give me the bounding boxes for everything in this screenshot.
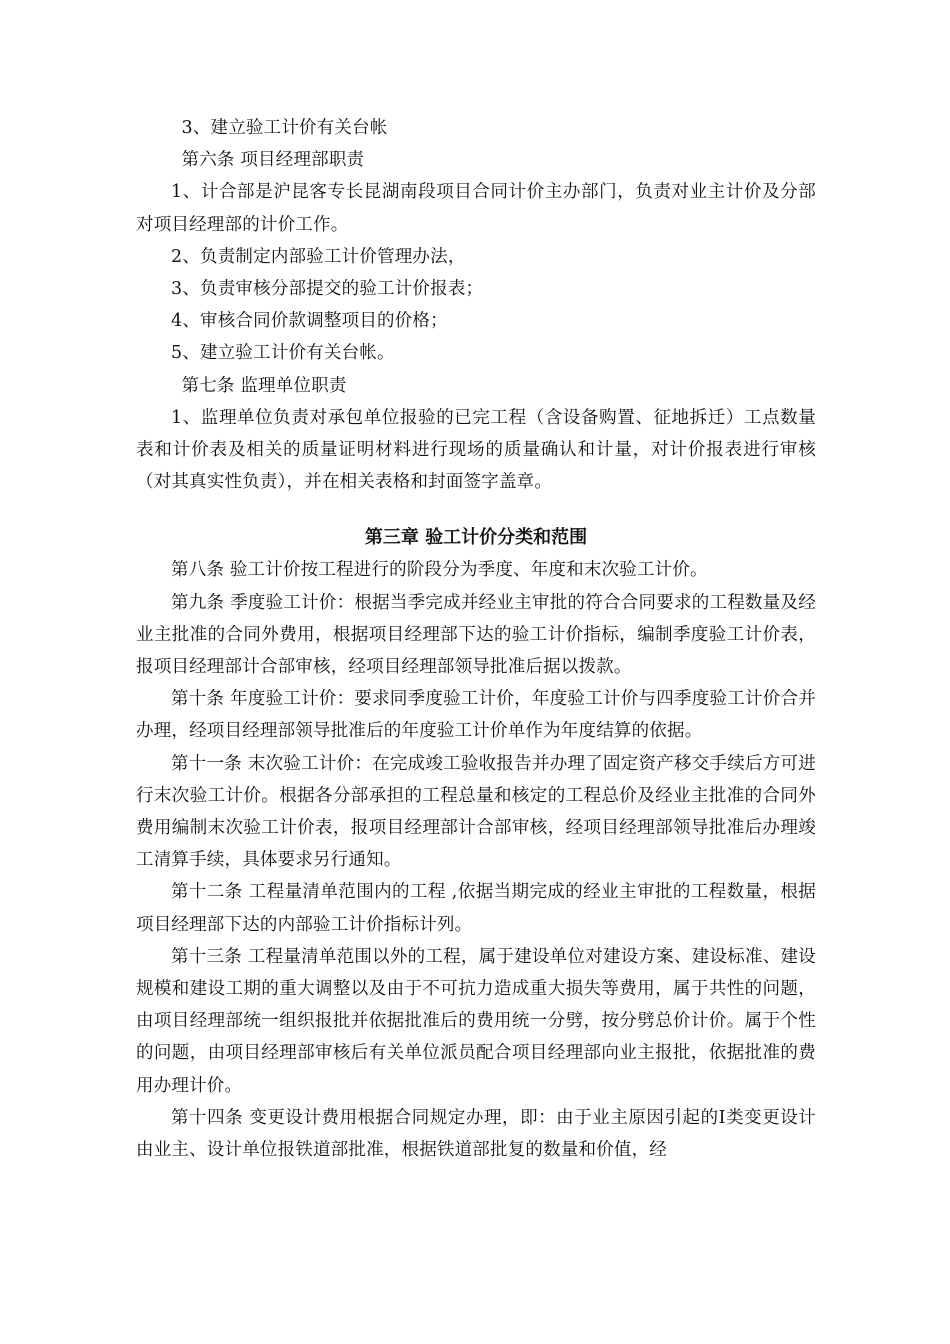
article-10: 第十条 年度验工计价：要求同季度验工计价，年度验工计价与四季度验工计价合并办理，经项目经理部领导批准后的年度验工计价单作为年度结算的依据。 <box>136 689 816 742</box>
paragraph: 5、建立验工计价有关台帐。 <box>171 343 395 364</box>
article-8: 第八条 验工计价按工程进行的阶段分为季度、年度和末次验工计价。 <box>171 560 708 581</box>
paragraph: 3、负责审核分部提交的验工计价报表； <box>171 279 484 300</box>
article-13: 第十三条 工程量清单范围以外的工程，属于建设单位对建设方案、建设标准、建设规模和建设工期的重大调整以及由于不可抗力造成重大损失等费用，属于共性的问题，由项目经理部统一组织报批并依据批准后的费用统一分劈，按分劈总价计价。属于个性的问题，由项目经理部审核后有关单位派员配合项目经理部向业主报批，依据批准的费用办理计价。 <box>136 946 816 1096</box>
paragraph: 1、监理单位负责对承包单位报验的已完工程（含设备购置、征地拆迁）工点数量表和计价表及相关的质量证明材料进行现场的质量确认和计量，对计价报表进行审核（对其真实性负责），并在相关表格和封面签字盖章。 <box>136 407 816 493</box>
paragraph: 4、审核合同价款调整项目的价格； <box>171 311 448 332</box>
document-body <box>136 112 816 1166</box>
article-14: 第十四条 变更设计费用根据合同规定办理，即：由于业主原因引起的Ⅰ类变更设计由业主、设计单位报铁道部批准，根据铁道部批复的数量和价值，经 <box>136 1107 816 1161</box>
paragraph: 1、计合部是沪昆客专长昆湖南段项目合同计价主办部门，负责对业主计价及分部对项目经理部的计价工作。 <box>136 182 816 235</box>
article-12: 第十二条 工程量清单范围内的工程 ,依据当期完成的经业主审批的工程数量，根据项目经理部下达的内部验工计价指标计列。 <box>136 882 816 935</box>
chapter-heading: 第三章 验工计价分类和范围 <box>364 527 588 549</box>
article-6-title: 第六条 项目经理部职责 <box>181 150 365 171</box>
article-11: 第十一条 末次验工计价：在完成竣工验收报告并办理了固定资产移交手续后方可进行末次验工计价。根据各分部承担的工程总量和核定的工程总价及经业主批准的合同外费用编制末次验工计价表，报项目经理部计合部审核，经项目经理部领导批准后办理竣工清算手续，具体要求另行通知。 <box>136 753 816 871</box>
article-7-title: 第七条 监理单位职责 <box>181 375 347 396</box>
paragraph: 3、建立验工计价有关台帐 <box>181 118 388 138</box>
paragraph: 2、负责制定内部验工计价管理办法， <box>171 246 466 267</box>
article-9: 第九条 季度验工计价：根据当季完成并经业主审批的符合合同要求的工程数量及经业主批准的合同外费用，根据项目经理部下达的验工计价指标，编制季度验工计价表，报项目经理部计合部审核，经项目经理部领导批准后据以拨款。 <box>136 592 816 678</box>
